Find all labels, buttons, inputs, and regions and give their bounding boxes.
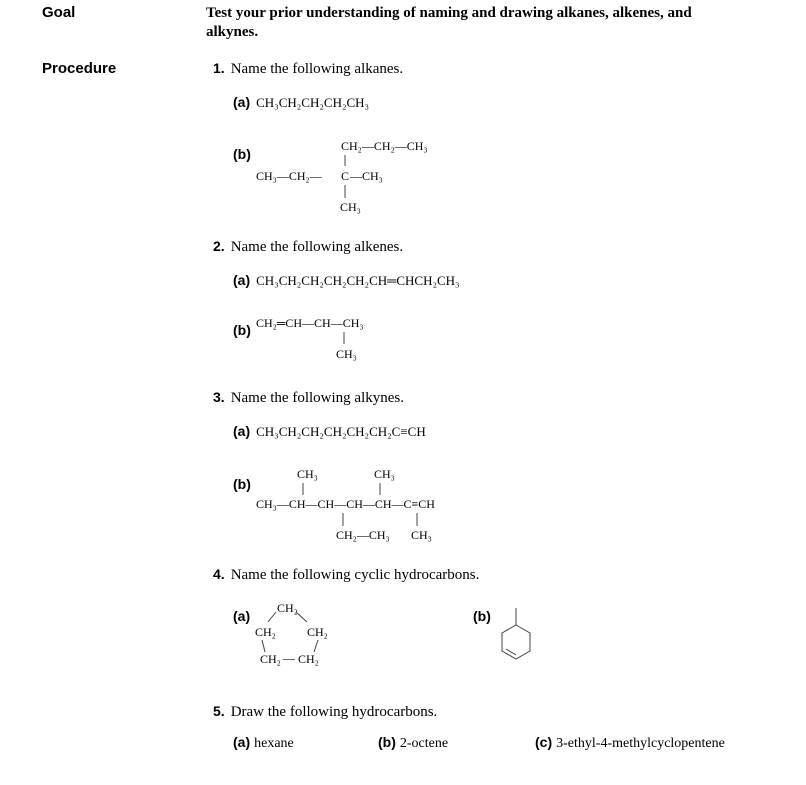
question-3 bbox=[213, 389, 404, 407]
question-3-number: 3. bbox=[213, 389, 225, 405]
q4b-methylcyclohexene bbox=[490, 604, 550, 668]
q3b-label: (b) bbox=[233, 476, 251, 492]
q5c-label: (c) bbox=[535, 734, 553, 750]
question-2 bbox=[213, 238, 403, 256]
q2b-bottom-methyl: CH₃ bbox=[336, 347, 357, 361]
q2b-label: (b) bbox=[233, 322, 251, 338]
q5a-text: hexane bbox=[254, 736, 294, 751]
q5a bbox=[233, 734, 294, 752]
q3a bbox=[233, 423, 426, 441]
question-5-number: 5. bbox=[213, 703, 225, 719]
q1b-right-chain: —CH₃ bbox=[350, 169, 383, 183]
q4a-top-ch2: CH₂ bbox=[277, 601, 298, 615]
q2b-structure bbox=[252, 310, 452, 365]
goal-label: Goal bbox=[42, 4, 76, 21]
q3b-top-methyl-2: CH₃ bbox=[374, 467, 395, 481]
q4a-bottom-bond: — bbox=[283, 651, 295, 665]
q1b-label: (b) bbox=[233, 146, 251, 162]
question-4-text: Name the following cyclic hydrocarbons. bbox=[230, 567, 480, 583]
q1b-structure bbox=[252, 132, 472, 222]
q4a-right-ch2: CH₂ bbox=[307, 625, 328, 639]
q5c bbox=[535, 734, 725, 752]
q4a-bottom-right-ch2: CH₂ bbox=[298, 652, 319, 666]
question-1 bbox=[213, 60, 403, 78]
q3b-top-methyl-1: CH₃ bbox=[297, 467, 318, 481]
q2a-label: (a) bbox=[233, 272, 251, 288]
question-3-text: Name the following alkynes. bbox=[230, 390, 404, 406]
q1b-left-chain: CH₃—CH₂— bbox=[256, 169, 322, 183]
q5a-label: (a) bbox=[233, 734, 251, 750]
q3b-main-chain: CH₃—CH—CH—CH—CH—C≡CH bbox=[256, 497, 435, 511]
q3a-formula: CH₃CH₂CH₂CH₂CH₂CH₂C≡CH bbox=[256, 424, 426, 439]
q1b-top-chain: CH₂—CH₂—CH₃ bbox=[341, 139, 428, 153]
question-2-number: 2. bbox=[213, 238, 225, 254]
q5b-label: (b) bbox=[378, 734, 396, 750]
q3a-label: (a) bbox=[233, 423, 251, 439]
question-5-text: Draw the following hydrocarbons. bbox=[230, 704, 438, 720]
q4a-bottom-left-ch2: CH₂ bbox=[260, 652, 281, 666]
q5b-text: 2-octene bbox=[399, 736, 449, 751]
q3b-bottom-methyl: CH₃ bbox=[411, 528, 432, 542]
goal-text: Test your prior understanding of naming and drawing alkanes, alkenes, and alkynes. bbox=[206, 5, 692, 40]
question-2-text: Name the following alkenes. bbox=[230, 239, 404, 255]
q4a-left-ch2: CH₂ bbox=[255, 625, 276, 639]
question-4 bbox=[213, 566, 479, 584]
q3b-bottom-ethyl: CH₂—CH₃ bbox=[336, 528, 390, 542]
question-4-number: 4. bbox=[213, 566, 225, 582]
question-5 bbox=[213, 703, 437, 721]
q1b-bottom-methyl: CH₃ bbox=[340, 200, 361, 214]
q3b-structure bbox=[252, 462, 512, 548]
question-1-number: 1. bbox=[213, 60, 225, 76]
q4b-label: (b) bbox=[473, 608, 491, 624]
q1a bbox=[233, 94, 369, 112]
procedure-label: Procedure bbox=[42, 60, 117, 77]
q2a bbox=[233, 272, 460, 290]
q1a-label: (a) bbox=[233, 94, 251, 110]
q1b-center-carbon: C bbox=[341, 169, 350, 183]
q1a-formula: CH₃CH₂CH₂CH₂CH₃ bbox=[256, 95, 370, 110]
question-1-text: Name the following alkanes. bbox=[230, 61, 404, 77]
q4a-cyclopentane bbox=[250, 596, 350, 672]
q5b bbox=[378, 734, 448, 752]
q2a-formula: CH₃CH₂CH₂CH₂CH₂CH═CHCH₂CH₃ bbox=[256, 273, 460, 288]
q4a-label: (a) bbox=[233, 608, 251, 624]
q5c-text: 3-ethyl-4-methylcyclopentene bbox=[556, 736, 725, 751]
q2b-main-chain: CH₂═CH—CH—CH₃ bbox=[256, 316, 364, 330]
